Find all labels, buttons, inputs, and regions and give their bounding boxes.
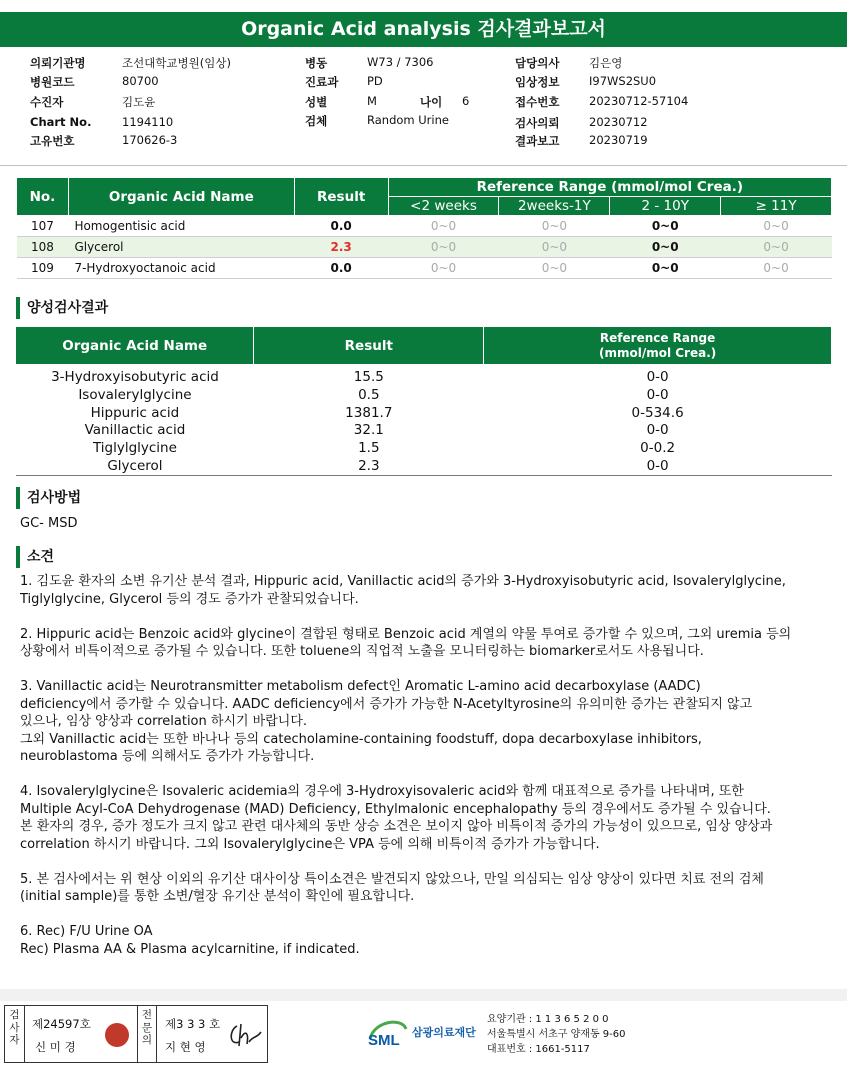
logo-text: SML [368, 1032, 400, 1049]
info-label: 고유번호 [30, 134, 75, 148]
info-value: 1194110 [122, 115, 174, 129]
info-value: 170626-3 [122, 133, 178, 147]
pos-ref-header [484, 327, 832, 364]
info-value: Random Urine [367, 113, 449, 127]
signature-icon [227, 1020, 263, 1050]
ref-range-header: <2 weeks [388, 197, 499, 216]
pos-name: Vanillactic acid [84, 422, 186, 439]
pos-ref: 0-534.6 [631, 404, 684, 421]
pos-name-header: Organic Acid Name [16, 327, 254, 364]
patient-info [30, 55, 830, 155]
row-no: 109 [17, 258, 69, 279]
pos-name: 3-Hydroxyisobutyric acid [51, 369, 219, 386]
examiner-seal-icon [105, 1023, 129, 1047]
info-label: 검사의뢰 [515, 116, 560, 130]
remark-line: Tiglylglycine, Glycerol 등의 경도 증가가 관찰되었습니다. [20, 591, 359, 607]
remark-line: deficiency에서 증가할 수 있습니다. AADC deficiency에서 증가가 가능한 N-Acetyltyrosine의 유의미한 증가는 관찰되지 않고 [20, 696, 753, 712]
logo-name: 삼광의료재단 [412, 1026, 476, 1039]
remark-line: 1. 김도윤 환자의 소변 유기산 분석 결과, Hippuric acid, Vanillactic acid의 증가와 3-Hydroxyisobutyric acid, Isovalerylglycine, [20, 574, 786, 589]
remark-paragraph [20, 573, 830, 608]
info-label: 접수번호 [515, 95, 560, 109]
row-ref: 0~0 [721, 216, 832, 237]
remark-paragraph [20, 871, 830, 906]
org-line: 서울특별시 서초구 양재동 9-60 [487, 1029, 626, 1040]
info-label: 성별 [305, 95, 328, 109]
specialist-label: 전문의 [137, 1006, 157, 1062]
org-line: 대표번호 : 1661-5117 [487, 1044, 590, 1055]
info-value: M [367, 94, 377, 108]
pos-name: Hippuric acid [90, 404, 180, 421]
info-label: 병동 [305, 56, 328, 70]
examiner-name: 신 미 경 [35, 1040, 76, 1054]
remark-paragraph [20, 626, 830, 661]
info-label: 수진자 [30, 95, 64, 109]
table-row [17, 237, 832, 258]
row-result: 0.0 [294, 216, 388, 237]
row-name: Glycerol [68, 237, 294, 258]
sml-logo [366, 1013, 410, 1056]
pos-ref: 0-0 [646, 387, 669, 404]
row-ref: 0~0 [499, 237, 610, 258]
col-ref-header: Reference Range (mmol/mol Crea.) [388, 178, 831, 197]
info-label: 의뢰기관명 [30, 56, 86, 70]
row-name: Homogentisic acid [68, 216, 294, 237]
row-ref: 0~0 [610, 237, 721, 258]
info-label: 병원코드 [30, 75, 75, 89]
row-ref: 0~0 [388, 216, 499, 237]
table-row [17, 216, 832, 237]
info-value: 20230712-57104 [589, 94, 689, 108]
info-value: 20230719 [589, 133, 648, 147]
specialist-no: 제3 3 3 호 [165, 1017, 221, 1031]
remark-line: correlation 하시기 바랍니다. 그외 Isovalerylglycine은 VPA 등에 의해 비특이적 증가가 가능합니다. [20, 836, 600, 852]
pos-ref: 0-0.2 [640, 440, 676, 457]
info-value: I97WS2SU0 [589, 74, 657, 88]
remark-line: 2. Hippuric acid는 Benzoic acid와 glycine이 결합된 형태로 Benzoic acid 계열의 약물 투여로 증가할 수 있으며, 그외 uremia 등의 [20, 626, 792, 642]
col-no-header: No. [17, 178, 69, 216]
remark-line: Rec) Plasma AA & Plasma acylcarnitine, if indicated. [20, 941, 360, 957]
positive-section-title: 양성검사결과 [16, 297, 108, 319]
info-value: 20230712 [589, 115, 648, 129]
divider [0, 165, 847, 166]
result-table [16, 177, 832, 279]
signature-box [4, 1005, 268, 1063]
pos-name: Tiglylglycine [92, 440, 177, 457]
positive-results-table [16, 327, 832, 476]
col-result-header: Result [294, 178, 388, 216]
row-result: 0.0 [294, 258, 388, 279]
pos-result: 0.5 [358, 387, 380, 404]
remark-line: 본 환자의 경우, 증가 정도가 크지 않고 관련 대사체의 동반 상승 소견은 보이지 않아 비특이적 증가의 가능성이 있으므로, 임상 양상과 [20, 819, 773, 834]
row-ref: 0~0 [499, 216, 610, 237]
pos-ref-header-line2: (mmol/mol Crea.) [598, 345, 717, 360]
pos-result: 1381.7 [345, 404, 393, 421]
examiner-no: 제24597호 [32, 1017, 91, 1031]
pos-result: 1.5 [358, 440, 380, 457]
info-label: 결과보고 [515, 134, 560, 148]
pos-ref: 0-0 [646, 369, 669, 386]
pos-name: Isovalerylglycine [78, 387, 192, 404]
row-ref: 0~0 [388, 258, 499, 279]
row-no: 107 [17, 216, 69, 237]
remark-line: (initial sample)를 통한 소변/혈장 유기산 분석이 확인에 필요합니다. [20, 889, 415, 904]
info-label: Chart No. [30, 115, 92, 129]
remark-line: 있으나, 임상 양상과 correlation 하시기 바랍니다. [20, 714, 308, 729]
row-ref: 0~0 [388, 237, 499, 258]
row-ref: 0~0 [610, 216, 721, 237]
method-section-title: 검사방법 [16, 487, 81, 509]
row-ref: 0~0 [610, 258, 721, 279]
remark-line: 상황에서 비특이적으로 증가될 수 있습니다. 또한 toluene의 직업적 노출을 모니터링하는 biomarker로서도 사용됩니다. [20, 644, 704, 659]
row-result: 2.3 [294, 237, 388, 258]
pos-result: 2.3 [254, 457, 484, 475]
info-value: 조선대학교병원(임상) [122, 56, 231, 70]
row-ref: 0~0 [721, 237, 832, 258]
remarks-section-title: 소견 [16, 546, 54, 568]
table-row [16, 457, 832, 475]
remarks-body [20, 573, 830, 976]
table-row [17, 258, 832, 279]
remark-line: 그외 Vanillactic acid는 또한 바나나 등의 catecholamine-containing foodstuff, dopa decarboxylase inhibitors, [20, 731, 702, 747]
age-value: 6 [462, 94, 470, 108]
remark-line: neuroblastoma 등에 의해서도 증가가 가능합니다. [20, 749, 315, 764]
pos-result: 32.1 [353, 422, 384, 439]
remark-paragraph [20, 678, 830, 766]
pos-ref-header-line1: Reference Range [599, 330, 716, 345]
pos-ref: 0-0 [646, 422, 669, 439]
col-name-header: Organic Acid Name [68, 178, 294, 216]
org-line: 요양기관 : 1 1 3 6 5 2 0 0 [487, 1014, 609, 1025]
row-ref: 0~0 [499, 258, 610, 279]
remark-line: 3. Vanillactic acid는 Neurotransmitter metabolism defect인 Aromatic L-amino acid decarboxylase (AADC) [20, 679, 701, 694]
ref-range-header: 2 - 10Y [610, 197, 721, 216]
pos-ref: 0-0 [484, 457, 832, 475]
ref-range-header: ≥ 11Y [721, 197, 832, 216]
info-value: 김도윤 [122, 95, 156, 109]
method-text: GC- MSD [20, 516, 78, 531]
row-no: 108 [17, 237, 69, 258]
remark-line: 4. Isovalerylglycine은 Isovaleric acidemia의 경우에 3-Hydroxyisovaleric acid와 함께 대표적으로 증가를 나타내며, 또한 [20, 784, 744, 799]
info-label: 담당의사 [515, 56, 560, 70]
table-row [16, 387, 832, 405]
remark-line: 5. 본 검사에서는 위 현상 이외의 유기산 대사이상 특이소견은 발견되지 않았으나, 만일 의심되는 임상 양상이 있다면 치료 전의 검체 [20, 871, 764, 887]
examiner-label: 검사자 [5, 1006, 25, 1062]
info-label: 진료과 [305, 75, 339, 89]
remark-paragraph [20, 783, 830, 853]
pos-result-header: Result [254, 327, 484, 364]
table-row [16, 440, 832, 458]
info-value: 김은영 [589, 56, 623, 70]
specialist-name: 지 현 영 [165, 1040, 206, 1054]
info-value: PD [367, 74, 383, 88]
report-title: Organic Acid analysis 검사결과보고서 [0, 12, 847, 47]
org-info [487, 1012, 626, 1057]
ref-range-header: 2weeks-1Y [499, 197, 610, 216]
info-label: 검체 [305, 114, 328, 128]
table-row [16, 369, 832, 387]
remark-paragraph [20, 923, 830, 958]
info-value: 80700 [122, 74, 159, 88]
info-value: W73 / 7306 [367, 55, 434, 69]
sml-logo-icon [366, 1013, 410, 1053]
pos-result: 15.5 [353, 369, 384, 386]
pos-name: Glycerol [16, 457, 254, 475]
row-ref: 0~0 [721, 258, 832, 279]
table-row [16, 422, 832, 440]
remark-line: 6. Rec) F/U Urine OA [20, 924, 153, 939]
remark-line: Multiple Acyl-CoA Dehydrogenase (MAD) Deficiency, Ethylmalonic encephalopathy 등의 경우에서도 증가될 수 있습니다. [20, 801, 771, 817]
age-label: 나이 [420, 95, 443, 109]
info-label: 임상정보 [515, 75, 560, 89]
row-name: 7-Hydroxyoctanoic acid [68, 258, 294, 279]
footer-divider [0, 989, 847, 1001]
table-row [16, 404, 832, 422]
